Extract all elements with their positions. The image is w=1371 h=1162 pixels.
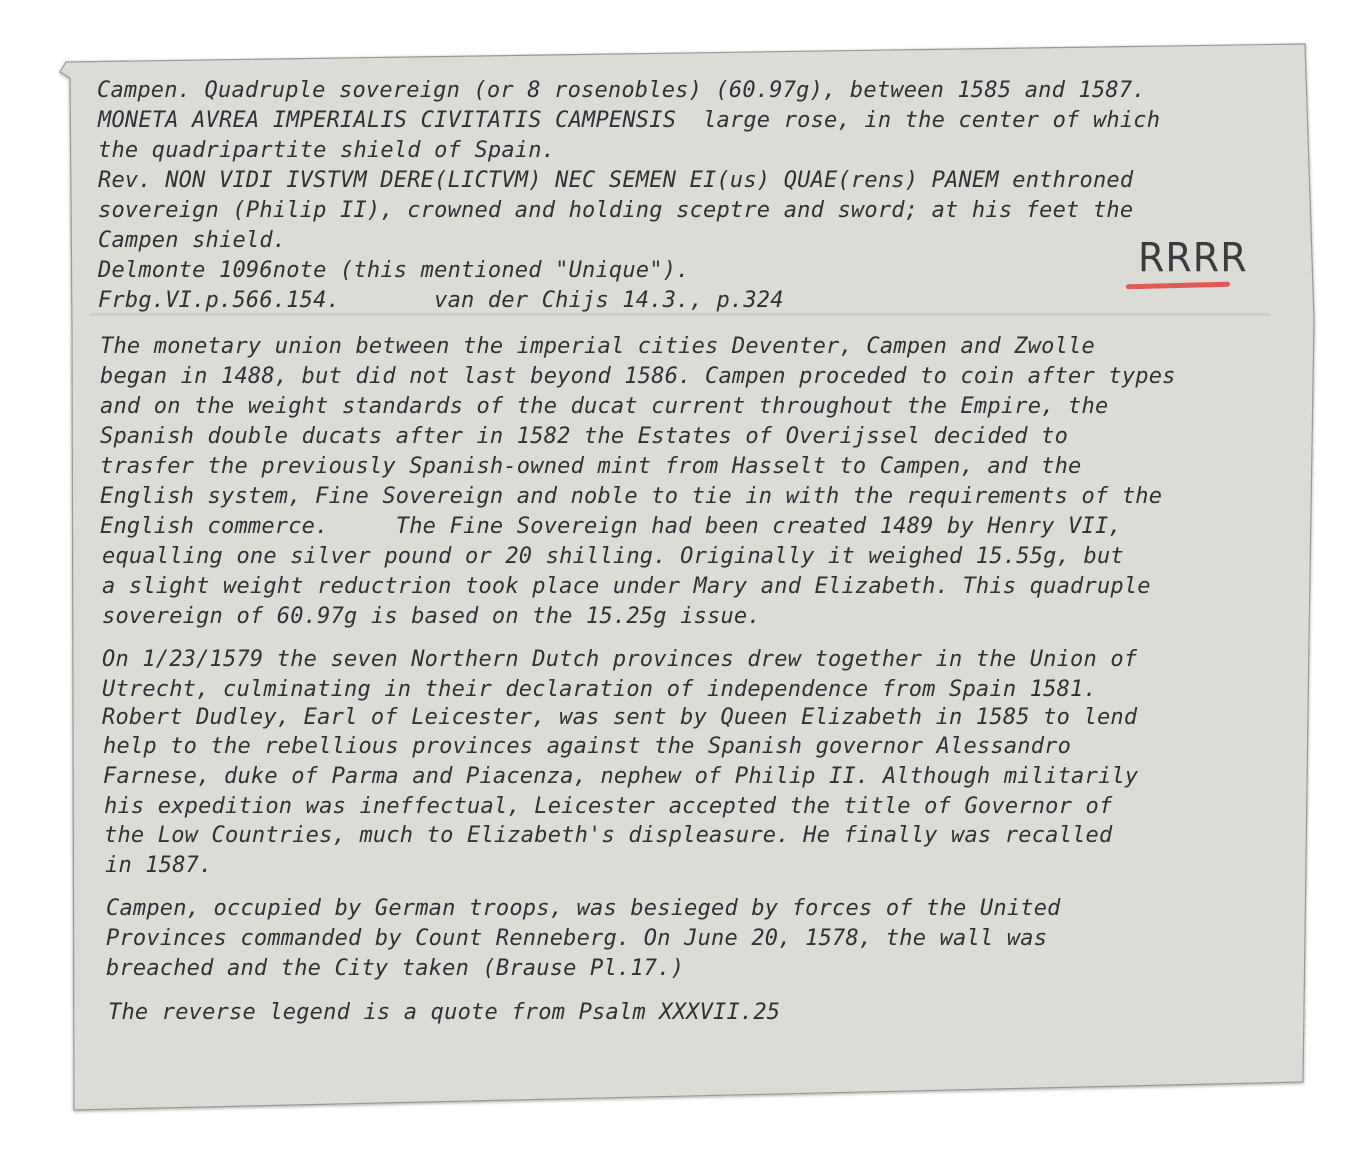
para1-line: sovereign of 60.97g is based on the 15.25g issue.	[102, 604, 761, 629]
para1-line: English system, Fine Sovereign and noble to tie in with the requirements of the	[100, 484, 1163, 509]
rarity-mark: RRRR	[1138, 234, 1248, 282]
header-line-4: Rev. NON VIDI IVSTVM DERE(LICTVM) NEC SEMEN EI(us) QUAE(rens) PANEM enthroned	[98, 168, 1134, 193]
para3-line: breached and the City taken (Brause Pl.17.)	[106, 956, 685, 981]
rarity-underline	[1126, 282, 1230, 290]
para2-line: the Low Countries, much to Elizabeth's displeasure. He finally was recalled	[104, 823, 1113, 848]
para2-line: Robert Dudley, Earl of Leicester, was sent by Queen Elizabeth in 1585 to lend	[102, 705, 1138, 730]
para1-line: a slight weight reductrion took place under Mary and Elizabeth. This quadruple	[102, 574, 1151, 599]
para1-line: The monetary union between the imperial cities Deventer, Campen and Zwolle	[100, 334, 1095, 359]
para1-line: began in 1488, but did not last beyond 1586. Campen proceded to coin after types	[100, 364, 1176, 389]
para1-line: and on the weight standards of the ducat current throughout the Empire, the	[100, 394, 1109, 419]
header-line-6: Campen shield.	[98, 228, 287, 253]
para4-line: The reverse legend is a quote from Psalm XXXVII.25	[108, 1000, 781, 1025]
para2-line: Utrecht, culminating in their declaration of independence from Spain 1581.	[102, 677, 1097, 702]
header-line-2: MONETA AVREA IMPERIALIS CIVITATIS CAMPENSIS large rose, in the center of which	[98, 108, 1161, 133]
para2-line: in 1587.	[105, 853, 213, 878]
header-line-3: the quadripartite shield of Spain.	[98, 138, 556, 163]
header-line-5: sovereign (Philip II), crowned and holding sceptre and sword; at his feet the	[98, 198, 1134, 223]
para1-line: equalling one silver pound or 20 shilling. Originally it weighed 15.55g, but	[102, 544, 1124, 569]
para3-line: Campen, occupied by German troops, was besieged by forces of the United	[106, 896, 1061, 921]
header-line-1: Campen. Quadruple sovereign (or 8 rosenobles) (60.97g), between 1585 and 1587.	[97, 78, 1146, 103]
para1-line: English commerce. The Fine Sovereign had been created 1489 by Henry VII,	[100, 514, 1122, 539]
para1-line: trasfer the previously Spanish-owned mint from Hasselt to Campen, and the	[100, 454, 1082, 479]
para2-line: On 1/23/1579 the seven Northern Dutch provinces drew together in the Union of	[102, 647, 1138, 672]
para2-line: his expedition was ineffectual, Leicester accepted the title of Governor of	[104, 794, 1113, 819]
para3-line: Provinces commanded by Count Renneberg. On June 20, 1578, the wall was	[106, 926, 1048, 951]
para2-line: Farnese, duke of Parma and Piacenza, nephew of Philip II. Although militarily	[103, 764, 1139, 789]
para2-line: help to the rebellious provinces against the Spanish governor Alessandro	[103, 734, 1072, 759]
header-line-8: Frbg.VI.p.566.154. van der Chijs 14.3., p.324	[98, 288, 784, 313]
header-line-7: Delmonte 1096note (this mentioned "Unique").	[98, 258, 690, 283]
para1-line: Spanish double ducats after in 1582 the Estates of Overijssel decided to	[100, 424, 1069, 449]
